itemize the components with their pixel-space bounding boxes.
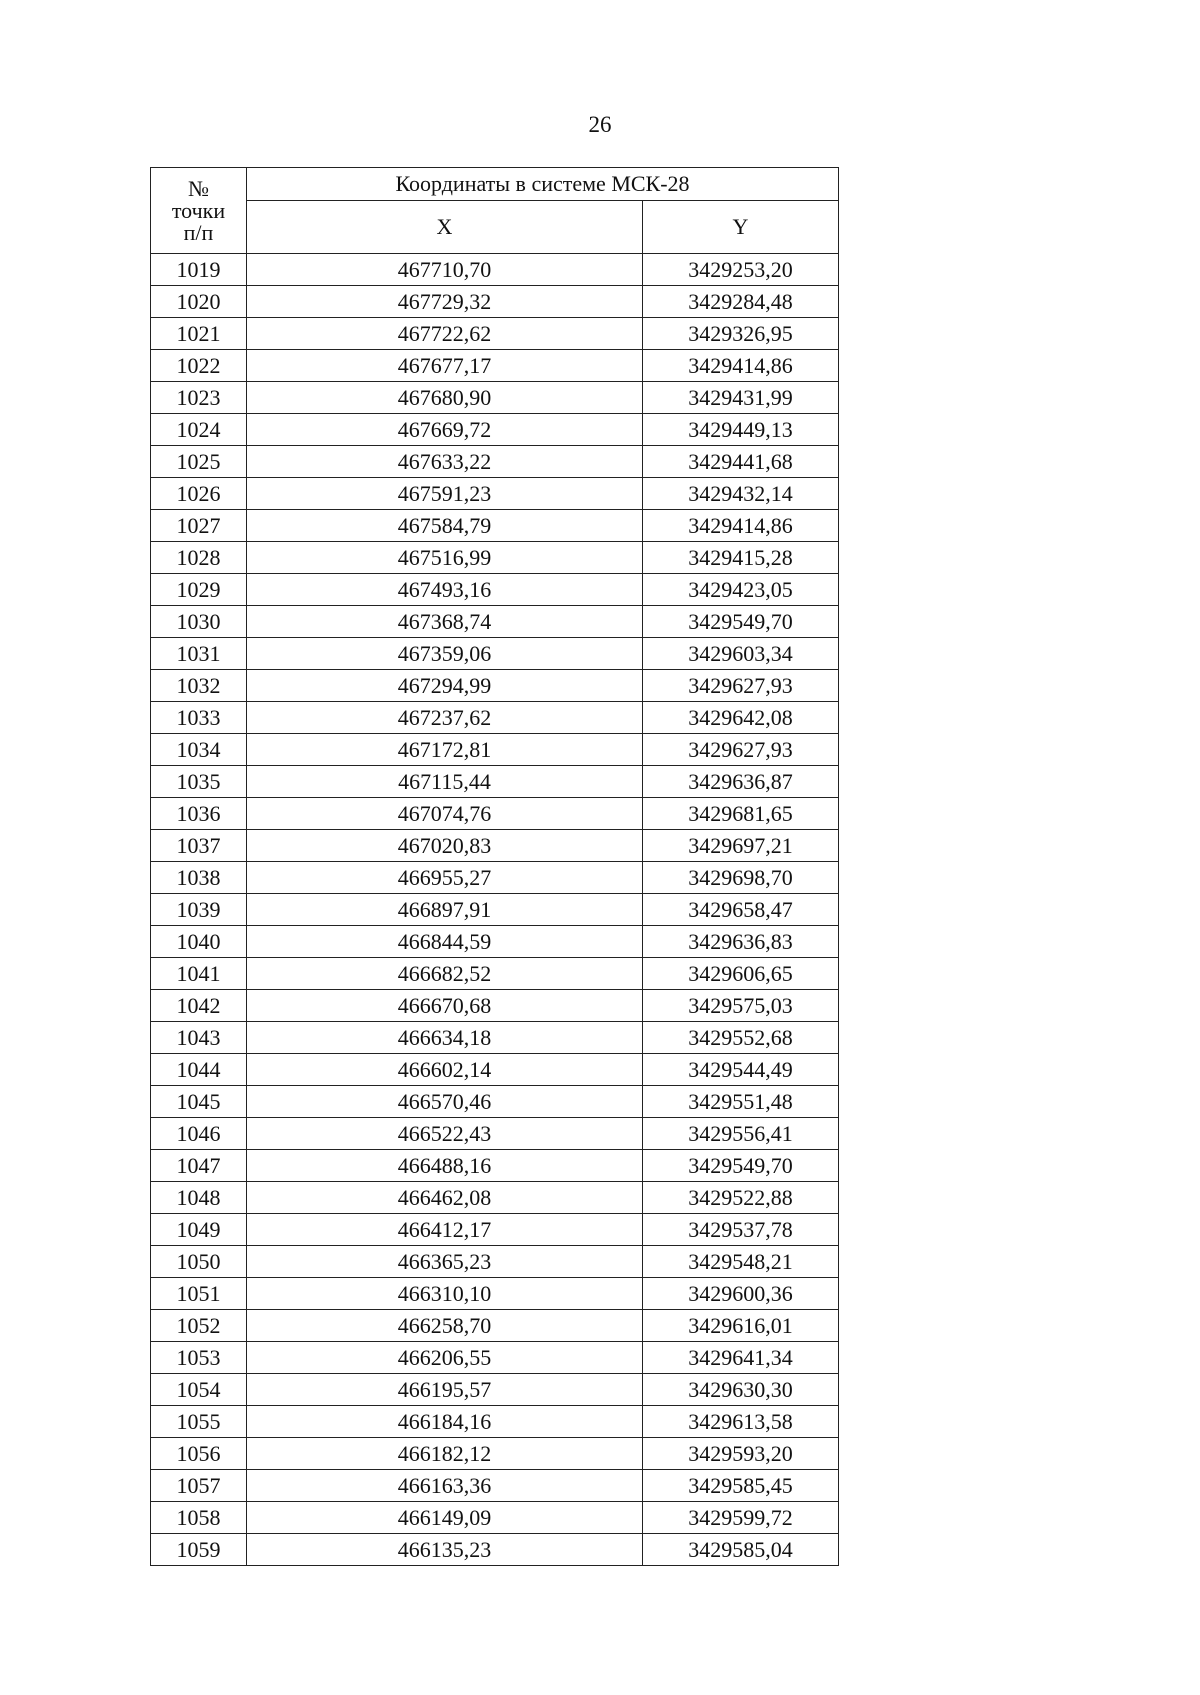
table-row xyxy=(151,382,839,414)
point-number-cell: 1054 xyxy=(151,1374,247,1406)
point-number-cell: 1026 xyxy=(151,478,247,510)
y-coordinate-cell: 3429575,03 xyxy=(643,990,839,1022)
x-coordinate-cell: 466206,55 xyxy=(247,1342,643,1374)
table-row xyxy=(151,254,839,286)
point-number-cell: 1025 xyxy=(151,446,247,478)
x-coordinate-cell: 466135,23 xyxy=(247,1534,643,1566)
y-coordinate-cell: 3429681,65 xyxy=(643,798,839,830)
y-coordinate-cell: 3429549,70 xyxy=(643,606,839,638)
y-coordinate-cell: 3429449,13 xyxy=(643,414,839,446)
x-coordinate-cell: 467074,76 xyxy=(247,798,643,830)
y-coordinate-cell: 3429600,36 xyxy=(643,1278,839,1310)
y-coordinate-cell: 3429616,01 xyxy=(643,1310,839,1342)
table-row xyxy=(151,446,839,478)
table-row xyxy=(151,894,839,926)
x-coordinate-cell: 466670,68 xyxy=(247,990,643,1022)
point-number-cell: 1042 xyxy=(151,990,247,1022)
point-number-cell: 1037 xyxy=(151,830,247,862)
point-number-cell: 1024 xyxy=(151,414,247,446)
table-row xyxy=(151,958,839,990)
point-number-cell: 1048 xyxy=(151,1182,247,1214)
point-number-cell: 1034 xyxy=(151,734,247,766)
y-coordinate-cell: 3429641,34 xyxy=(643,1342,839,1374)
table-row xyxy=(151,1470,839,1502)
x-coordinate-cell: 466955,27 xyxy=(247,862,643,894)
point-number-cell: 1031 xyxy=(151,638,247,670)
x-coordinate-cell: 466897,91 xyxy=(247,894,643,926)
table-row xyxy=(151,1534,839,1566)
x-coordinate-cell: 466184,16 xyxy=(247,1406,643,1438)
x-coordinate-cell: 467710,70 xyxy=(247,254,643,286)
point-number-cell: 1023 xyxy=(151,382,247,414)
table-row xyxy=(151,286,839,318)
x-coordinate-cell: 467359,06 xyxy=(247,638,643,670)
point-number-cell: 1041 xyxy=(151,958,247,990)
table-row xyxy=(151,1502,839,1534)
point-number-cell: 1056 xyxy=(151,1438,247,1470)
y-coordinate-cell: 3429613,58 xyxy=(643,1406,839,1438)
y-coordinate-cell: 3429549,70 xyxy=(643,1150,839,1182)
table-row xyxy=(151,766,839,798)
x-coordinate-cell: 467294,99 xyxy=(247,670,643,702)
x-coordinate-cell: 466195,57 xyxy=(247,1374,643,1406)
table-row xyxy=(151,1342,839,1374)
point-number-cell: 1029 xyxy=(151,574,247,606)
y-coordinate-cell: 3429698,70 xyxy=(643,862,839,894)
point-number-header xyxy=(151,168,247,254)
table-row xyxy=(151,1438,839,1470)
y-coordinate-cell: 3429441,68 xyxy=(643,446,839,478)
table-row xyxy=(151,1310,839,1342)
x-coordinate-cell: 466602,14 xyxy=(247,1054,643,1086)
table-row xyxy=(151,318,839,350)
point-number-cell: 1020 xyxy=(151,286,247,318)
table-row xyxy=(151,606,839,638)
y-coordinate-cell: 3429627,93 xyxy=(643,734,839,766)
x-coordinate-cell: 466682,52 xyxy=(247,958,643,990)
y-coordinate-cell: 3429556,41 xyxy=(643,1118,839,1150)
y-coordinate-cell: 3429414,86 xyxy=(643,510,839,542)
x-coordinate-cell: 466488,16 xyxy=(247,1150,643,1182)
point-number-cell: 1045 xyxy=(151,1086,247,1118)
y-coordinate-cell: 3429697,21 xyxy=(643,830,839,862)
y-coordinate-cell: 3429627,93 xyxy=(643,670,839,702)
point-number-cell: 1028 xyxy=(151,542,247,574)
y-coordinate-cell: 3429636,87 xyxy=(643,766,839,798)
header-num-sign: № xyxy=(188,175,209,201)
point-number-cell: 1044 xyxy=(151,1054,247,1086)
point-number-cell: 1027 xyxy=(151,510,247,542)
y-coordinate-cell: 3429630,30 xyxy=(643,1374,839,1406)
x-coordinate-cell: 467172,81 xyxy=(247,734,643,766)
x-coordinate-cell: 467493,16 xyxy=(247,574,643,606)
y-coordinate-cell: 3429284,48 xyxy=(643,286,839,318)
header-num-word: точки xyxy=(171,197,226,223)
table-row xyxy=(151,478,839,510)
x-coordinate-cell: 466258,70 xyxy=(247,1310,643,1342)
table-row xyxy=(151,542,839,574)
x-coordinate-cell: 467020,83 xyxy=(247,830,643,862)
point-number-cell: 1021 xyxy=(151,318,247,350)
table-row xyxy=(151,702,839,734)
table-row xyxy=(151,414,839,446)
point-number-cell: 1047 xyxy=(151,1150,247,1182)
x-coordinate-cell: 467729,32 xyxy=(247,286,643,318)
x-coordinate-cell: 466634,18 xyxy=(247,1022,643,1054)
point-number-cell: 1035 xyxy=(151,766,247,798)
y-coordinate-cell: 3429544,49 xyxy=(643,1054,839,1086)
table-row xyxy=(151,798,839,830)
y-coordinate-cell: 3429326,95 xyxy=(643,318,839,350)
point-number-cell: 1057 xyxy=(151,1470,247,1502)
x-coordinate-cell: 466163,36 xyxy=(247,1470,643,1502)
table-row xyxy=(151,638,839,670)
y-coordinate-cell: 3429415,28 xyxy=(643,542,839,574)
table-row xyxy=(151,1086,839,1118)
point-number-cell: 1050 xyxy=(151,1246,247,1278)
table-row xyxy=(151,1406,839,1438)
point-number-cell: 1058 xyxy=(151,1502,247,1534)
x-column-header: X xyxy=(247,201,643,254)
y-column-header: Y xyxy=(643,201,839,254)
point-number-cell: 1033 xyxy=(151,702,247,734)
table-row xyxy=(151,1054,839,1086)
point-number-cell: 1055 xyxy=(151,1406,247,1438)
coordinates-group-header: Координаты в системе МСК-28 xyxy=(247,168,839,201)
y-coordinate-cell: 3429552,68 xyxy=(643,1022,839,1054)
table-row xyxy=(151,350,839,382)
x-coordinate-cell: 466310,10 xyxy=(247,1278,643,1310)
point-number-cell: 1038 xyxy=(151,862,247,894)
x-coordinate-cell: 467633,22 xyxy=(247,446,643,478)
point-number-cell: 1036 xyxy=(151,798,247,830)
y-coordinate-cell: 3429636,83 xyxy=(643,926,839,958)
table-row xyxy=(151,990,839,1022)
x-coordinate-cell: 466365,23 xyxy=(247,1246,643,1278)
table-row xyxy=(151,1374,839,1406)
y-coordinate-cell: 3429432,14 xyxy=(643,478,839,510)
point-number-cell: 1039 xyxy=(151,894,247,926)
x-coordinate-cell: 466412,17 xyxy=(247,1214,643,1246)
page-number: 26 xyxy=(588,112,612,137)
x-coordinate-cell: 466462,08 xyxy=(247,1182,643,1214)
y-coordinate-cell: 3429603,34 xyxy=(643,638,839,670)
table-row xyxy=(151,510,839,542)
y-coordinate-cell: 3429522,88 xyxy=(643,1182,839,1214)
point-number-cell: 1032 xyxy=(151,670,247,702)
y-coordinate-cell: 3429658,47 xyxy=(643,894,839,926)
table-row xyxy=(151,1246,839,1278)
x-coordinate-cell: 466182,12 xyxy=(247,1438,643,1470)
x-coordinate-cell: 466570,46 xyxy=(247,1086,643,1118)
y-coordinate-cell: 3429585,45 xyxy=(643,1470,839,1502)
y-coordinate-cell: 3429606,65 xyxy=(643,958,839,990)
y-coordinate-cell: 3429593,20 xyxy=(643,1438,839,1470)
point-number-cell: 1022 xyxy=(151,350,247,382)
header-num-abbr: п/п xyxy=(183,219,214,245)
x-coordinate-cell: 466522,43 xyxy=(247,1118,643,1150)
table-row xyxy=(151,670,839,702)
point-number-cell: 1043 xyxy=(151,1022,247,1054)
x-coordinate-cell: 467722,62 xyxy=(247,318,643,350)
table-row xyxy=(151,1214,839,1246)
x-coordinate-cell: 466844,59 xyxy=(247,926,643,958)
table-row xyxy=(151,1118,839,1150)
point-number-cell: 1040 xyxy=(151,926,247,958)
point-number-cell: 1053 xyxy=(151,1342,247,1374)
table-row xyxy=(151,574,839,606)
y-coordinate-cell: 3429414,86 xyxy=(643,350,839,382)
y-coordinate-cell: 3429537,78 xyxy=(643,1214,839,1246)
y-coordinate-cell: 3429642,08 xyxy=(643,702,839,734)
point-number-cell: 1046 xyxy=(151,1118,247,1150)
table-row xyxy=(151,1182,839,1214)
x-coordinate-cell: 467368,74 xyxy=(247,606,643,638)
point-number-cell: 1019 xyxy=(151,254,247,286)
x-coordinate-cell: 467677,17 xyxy=(247,350,643,382)
table-row xyxy=(151,1150,839,1182)
point-number-cell: 1059 xyxy=(151,1534,247,1566)
table-row xyxy=(151,1022,839,1054)
point-number-cell: 1052 xyxy=(151,1310,247,1342)
x-coordinate-cell: 467237,62 xyxy=(247,702,643,734)
x-coordinate-cell: 467115,44 xyxy=(247,766,643,798)
point-number-cell: 1049 xyxy=(151,1214,247,1246)
table-row xyxy=(151,926,839,958)
table-body xyxy=(151,254,839,1566)
y-coordinate-cell: 3429423,05 xyxy=(643,574,839,606)
y-coordinate-cell: 3429585,04 xyxy=(643,1534,839,1566)
x-coordinate-cell: 467591,23 xyxy=(247,478,643,510)
table-row xyxy=(151,862,839,894)
y-coordinate-cell: 3429253,20 xyxy=(643,254,839,286)
point-number-cell: 1030 xyxy=(151,606,247,638)
x-coordinate-cell: 467516,99 xyxy=(247,542,643,574)
x-coordinate-cell: 466149,09 xyxy=(247,1502,643,1534)
table-row xyxy=(151,1278,839,1310)
point-number-cell: 1051 xyxy=(151,1278,247,1310)
table-row xyxy=(151,830,839,862)
y-coordinate-cell: 3429431,99 xyxy=(643,382,839,414)
table-row xyxy=(151,734,839,766)
x-coordinate-cell: 467669,72 xyxy=(247,414,643,446)
y-coordinate-cell: 3429551,48 xyxy=(643,1086,839,1118)
x-coordinate-cell: 467584,79 xyxy=(247,510,643,542)
coordinates-table xyxy=(150,167,839,1566)
y-coordinate-cell: 3429599,72 xyxy=(643,1502,839,1534)
y-coordinate-cell: 3429548,21 xyxy=(643,1246,839,1278)
x-coordinate-cell: 467680,90 xyxy=(247,382,643,414)
